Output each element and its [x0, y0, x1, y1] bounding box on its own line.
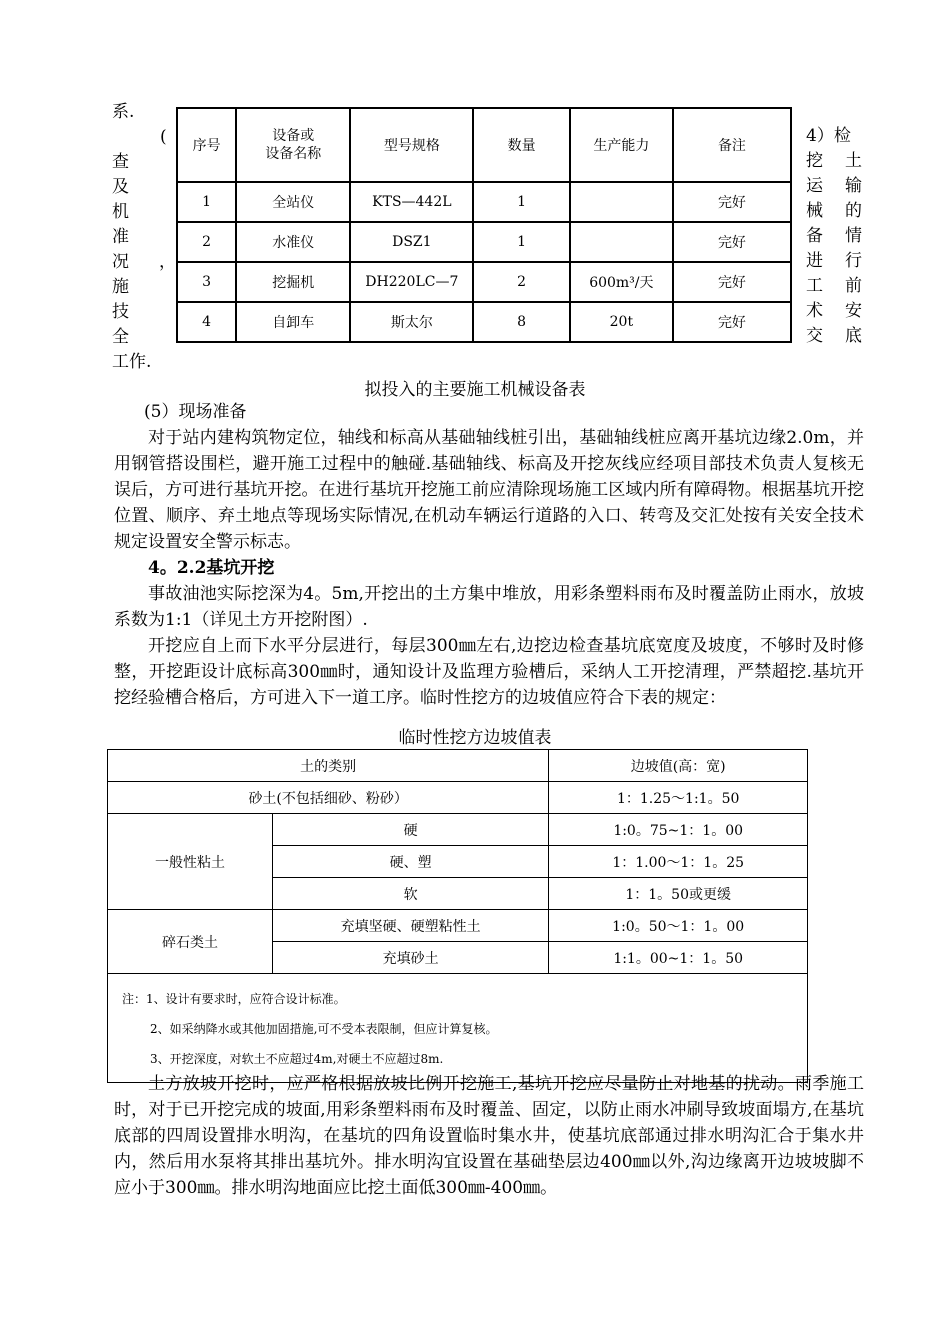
- table-cell: 完好: [673, 222, 791, 262]
- table-cell: 全站仪: [236, 182, 350, 222]
- side-line: 4）检: [806, 126, 851, 146]
- table-cell: DSZ1: [350, 222, 473, 262]
- table-row: [177, 302, 791, 342]
- table-cell: 自卸车: [236, 302, 350, 342]
- slope-table-caption: 临时性挖方边坡值表: [398, 728, 552, 748]
- header-cell: 备注: [673, 108, 791, 182]
- table-note: 3、开挖深度，对软土不应超过4m,对硬土不应超过8m.: [150, 1052, 444, 1066]
- side-line: 工 前: [806, 276, 862, 296]
- table-cell: 20t: [570, 302, 673, 342]
- side-char: 系.: [112, 102, 135, 122]
- side-text-right: [806, 124, 862, 349]
- table-cell: DH220LC—7: [350, 262, 473, 302]
- table-row: [177, 262, 791, 302]
- side-char: 工作.: [112, 352, 152, 372]
- table-cell: 硬、塑: [273, 846, 549, 878]
- side-char: 施: [112, 277, 129, 297]
- side-char: 况 ，: [112, 252, 176, 272]
- table-notes-row: [108, 974, 808, 1083]
- side-char: 查: [112, 152, 129, 172]
- table-cell: 1:0。75~1：1。00: [549, 814, 808, 846]
- equipment-table-header: [177, 108, 791, 182]
- table-cell: 完好: [673, 262, 791, 302]
- side-char: 及: [112, 177, 129, 197]
- side-line: 术 安: [806, 301, 862, 321]
- section-title: 4。2.2基坑开挖: [148, 558, 275, 578]
- table-cell: 水准仪: [236, 222, 350, 262]
- side-char: 全: [112, 327, 129, 347]
- table-cell: 挖掘机: [236, 262, 350, 302]
- section-site-preparation: [114, 399, 864, 711]
- header-cell: 数量: [473, 108, 569, 182]
- table-cell: 8: [473, 302, 569, 342]
- table-cell: 斯太尔: [350, 302, 473, 342]
- table-cell: 2: [473, 262, 569, 302]
- table-row: [177, 182, 791, 222]
- table-cell: 1: [473, 222, 569, 262]
- table-cell: 硬: [273, 814, 549, 846]
- table-cell: 1: [473, 182, 569, 222]
- side-char: 准: [112, 227, 129, 247]
- side-line: 进 行: [806, 251, 862, 271]
- paragraph: 事故油池实际挖深为4。5m,开挖出的土方集中堆放，用彩条塑料雨布及时覆盖防止雨水，放坡系数为1:1（详见土方开挖附图）.: [114, 584, 864, 630]
- side-char: 技: [112, 302, 129, 322]
- table-cell: 1：1.25～1:1。50: [549, 782, 808, 814]
- header-cell: 序号: [177, 108, 236, 182]
- table-cell: KTS—442L: [350, 182, 473, 222]
- section-title: (5）现场准备: [144, 402, 247, 422]
- table-cell: 砂土(不包括细砂、粉砂）: [108, 782, 549, 814]
- side-line: 挖 土: [806, 151, 862, 171]
- paragraph: 土方放坡开挖时，应严格根据放坡比例开挖施工,基坑开挖应尽量防止对地基的扰动。雨季施工时，对于已开挖完成的坡面,用彩条塑料雨布及时覆盖、固定，以防止雨水冲刷导致坡面塌方,在基坑底部的四周设置排水明沟，在基坑的四角设置临时集水井，使基坑底部通过排水明沟汇合于集水井内，然后用水泵将其排出基坑外。排水明沟宜设置在基础垫层边400㎜以外,沟边缘离开边坡坡脚不应小于300㎜。排水明沟地面应比挖土面低300㎜-400㎜。: [114, 1074, 864, 1198]
- table-cell: 充填坚硬、硬塑粘性土: [273, 910, 549, 942]
- side-line: 运 输: [806, 176, 862, 196]
- header-cell: 型号规格: [350, 108, 473, 182]
- table-note: 2、如采纳降水或其他加固措施,可不受本表限制，但应计算复核。: [150, 1022, 498, 1036]
- table-cell: 充填砂土: [273, 942, 549, 974]
- side-text-left: [112, 100, 176, 375]
- side-char: (: [160, 127, 167, 147]
- table-row: [108, 910, 808, 942]
- table-cell: [570, 182, 673, 222]
- table-row: [108, 814, 808, 846]
- side-line: 交 底: [806, 326, 862, 346]
- header-cell: 土的类别: [108, 750, 549, 782]
- paragraph: 开挖应自上而下水平分层进行，每层300㎜左右,边挖边检查基坑底宽度及坡度，不够时及时修整，开挖距设计底标高300㎜时，通知设计及监理方验槽后，采纳人工开挖清理，严禁超挖.基坑开挖经验槽合格后，方可进入下一道工序。临时性挖方的边坡值应符合下表的规定：: [114, 636, 864, 708]
- header-cell: 生产能力: [570, 108, 673, 182]
- section-slope-excavation: [114, 1071, 864, 1201]
- table-cell: 1:1。00~1：1。50: [549, 942, 808, 974]
- table-cell: 软: [273, 878, 549, 910]
- table-cell: 1：1.00～1：1。25: [549, 846, 808, 878]
- header-cell: 设备或 设备名称: [236, 108, 350, 182]
- table-cell: 一般性粘土: [108, 814, 273, 910]
- slope-table: [107, 749, 808, 1083]
- paragraph: 对于站内建构筑物定位，轴线和标高从基础轴线桩引出，基础轴线桩应离开基坑边缘2.0m，并用钢管搭设围栏，避开施工过程中的触碰.基础轴线、标高及开挖灰线应经项目部技术负责人复核无误后，方可进行基坑开挖。在进行基坑开挖施工前应清除现场施工区域内所有障碍物。根据基坑开挖位置、顺序、弃土地点等现场实际情况,在机动车辆运行道路的入口、转弯及交汇处按有关安全技术规定设置安全警示标志。: [114, 428, 864, 552]
- table-cell: 完好: [673, 302, 791, 342]
- table-notes: [108, 974, 808, 1083]
- equipment-table: [176, 107, 792, 343]
- equipment-table-caption: 拟投入的主要施工机械设备表: [364, 380, 586, 400]
- side-char: 机: [112, 202, 129, 222]
- table-cell: 1: [177, 182, 236, 222]
- header-cell: 边坡值(高：宽): [549, 750, 808, 782]
- table-row: [177, 222, 791, 262]
- table-cell: 1:0。50～1：1。00: [549, 910, 808, 942]
- slope-table-header: [108, 750, 808, 782]
- table-cell: 3: [177, 262, 236, 302]
- side-line: 备 情: [806, 226, 862, 246]
- table-note: 注：1、设计有要求时，应符合设计标准。: [122, 992, 346, 1006]
- table-cell: 2: [177, 222, 236, 262]
- table-cell: 碎石类土: [108, 910, 273, 974]
- table-cell: 完好: [673, 182, 791, 222]
- side-line: 械 的: [806, 201, 862, 221]
- table-row: [108, 782, 808, 814]
- table-cell: 600m³/天: [570, 262, 673, 302]
- table-cell: 1：1。50或更缓: [549, 878, 808, 910]
- table-cell: 4: [177, 302, 236, 342]
- table-cell: [570, 222, 673, 262]
